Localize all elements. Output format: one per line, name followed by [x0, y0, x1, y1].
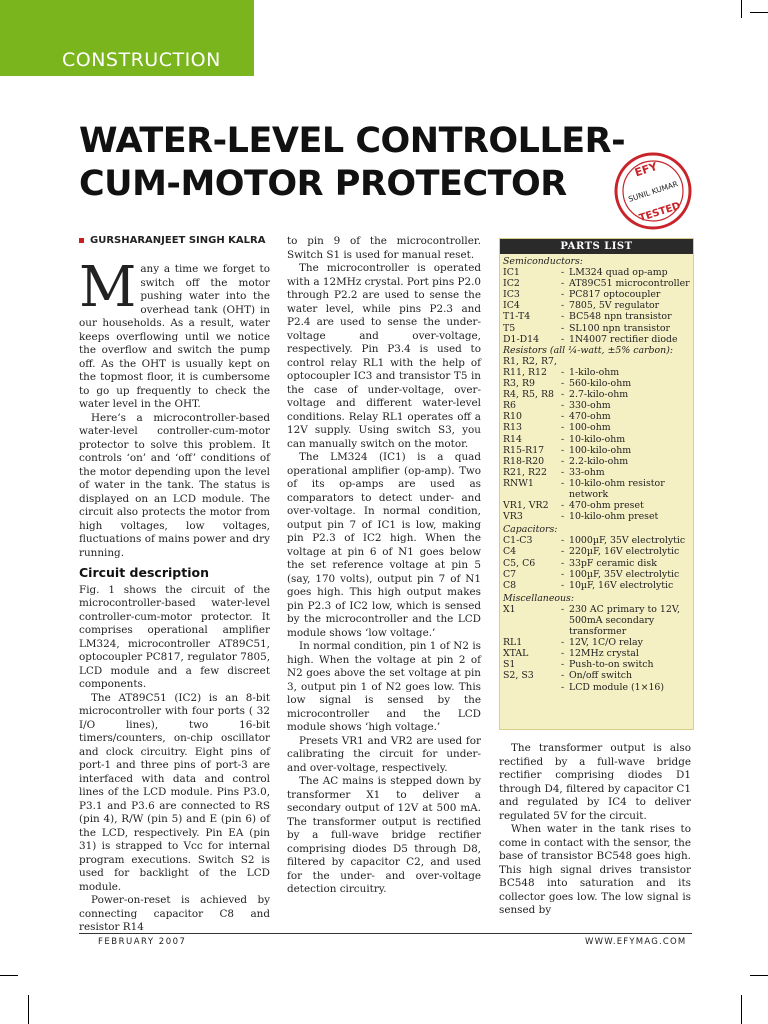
part-value: 33pF ceramic disk: [569, 557, 657, 569]
parts-category: Resistors (all ¼-watt, ±5% carbon):: [503, 344, 674, 356]
part-value: 10µF, 16V electrolytic: [569, 579, 674, 591]
part-value: 7805, 5V regulator: [569, 300, 660, 312]
part-code: R3, R9: [503, 378, 536, 390]
part-dash: -: [561, 557, 565, 569]
parts-row: [503, 311, 690, 322]
part-dash: -: [561, 289, 565, 301]
paragraph: The AT89C51 (IC2) is an 8-bit microcontroller with four ports ( 32 I/O lines), two 16-bit timers/counters, on-chip oscillator and clock circuitry. Eight pins of port-1 and three pins of port-3 are interfaced with data and control lines of the LCD module. Pins P3.0, P3.1 and P3.6 are connected to RS (pin 4), R/W (pin 5) and E (pin 6) of the LCD, respectively. Pin EA (pin 31) is strapped to Vcc for internal program executions. Switch S2 is used for backlight of the LCD module.: [79, 691, 270, 893]
parts-row: [503, 659, 690, 670]
part-code: R21, R22: [503, 466, 547, 478]
part-dash: -: [561, 389, 565, 401]
parts-row: [503, 267, 690, 278]
part-code: R14: [503, 433, 522, 445]
intro-paragraph: Many a time we forget to switch off the motor pushing water into the overhead tank (OHT) in our households. As a result, water keeps overflowing until we notice the overflow and switch the pump off. As the OHT is usually kept on the topmost floor, it is cumbersome to go up frequently to check the water level in the OHT.: [79, 255, 270, 410]
part-code: X1: [503, 603, 516, 615]
parts-row: [503, 670, 690, 681]
part-dash: -: [561, 659, 565, 671]
part-dash: -: [561, 267, 565, 279]
part-dash: -: [561, 535, 565, 547]
part-code: RNW1: [503, 477, 534, 489]
crop-mark: [741, 995, 742, 1024]
parts-row: [503, 535, 690, 546]
paragraph: The transformer output is also rectified by a full-wave bridge rectifier comprising diodes D1 through D4, filtered by capacitor C1 and regulated by IC4 to deliver regulated 5V for the circuit.: [499, 742, 691, 822]
part-value: 470-ohm: [569, 411, 611, 423]
crop-mark: [28, 995, 29, 1024]
part-dash: -: [561, 278, 565, 290]
parts-row: [503, 289, 690, 300]
part-dash: -: [561, 300, 565, 312]
parts-category: Miscellaneous:: [503, 592, 575, 604]
part-value: 230 AC primary to 12V, 500mA secondary transformer: [569, 603, 680, 638]
subheading: Circuit description: [79, 565, 209, 580]
part-dash: -: [561, 322, 565, 334]
parts-row: [503, 648, 690, 659]
part-dash: -: [561, 333, 565, 345]
parts-row: [503, 300, 690, 311]
part-value: 12MHz crystal: [569, 648, 639, 660]
part-code: IC2: [503, 278, 520, 290]
part-code: R15-R17: [503, 444, 545, 456]
part-dash: -: [561, 546, 565, 558]
crop-mark: [750, 12, 768, 13]
part-dash: -: [561, 500, 565, 512]
article-title: [79, 120, 625, 206]
part-dash: -: [561, 648, 565, 660]
part-code: R11, R12: [503, 366, 547, 378]
part-code: [503, 682, 561, 693]
parts-row: [503, 478, 690, 500]
parts-row: [503, 511, 690, 522]
crop-mark: [0, 975, 18, 976]
part-value: BC548 npn transistor: [569, 311, 672, 323]
part-code: IC4: [503, 300, 520, 312]
part-code: R18-R20: [503, 455, 545, 467]
footer-url: WWW.EFYMAG.COM: [585, 937, 687, 947]
part-dash: -: [561, 378, 565, 390]
parts-list-box: [499, 238, 694, 730]
paragraph: The microcontroller is operated with a 12MHz crystal. Port pins P2.0 through P2.2 are used to sense the water level, while pins P2.3 and P2.4 are used to sense the under-voltage and over-voltage, respectively. Pin P3.4 is used to control relay RL1 with the help of optocoupler IC3 and transistor T5 in the case of under-voltage, over-voltage and different water-level conditions. Relay RL1 operates off a 12V supply. Using switch S3, you can manually switch on the motor.: [287, 262, 481, 450]
part-value: 100-ohm: [569, 422, 611, 434]
part-code: C4: [503, 546, 517, 558]
author-byline: [79, 235, 265, 246]
part-code: VR3: [503, 511, 523, 523]
footer-date: FEBRUARY 2007: [98, 937, 187, 947]
part-value: 1N4007 rectifier diode: [569, 333, 678, 345]
parts-row: [503, 580, 690, 591]
parts-list-heading: PARTS LIST: [500, 239, 693, 254]
efy-tested-stamp: [612, 150, 694, 232]
parts-row: [503, 434, 690, 445]
part-dash: -: [561, 579, 565, 591]
part-code: C5, C6: [503, 557, 536, 569]
parts-category: Semiconductors:: [503, 256, 583, 267]
part-dash: -: [561, 511, 565, 523]
paragraph: The LM324 (IC1) is a quad operational amplifier (op-amp). Two of its op-amps are used as comparators to detect under- and over-voltage. In normal condition, output pin 7 of IC1 is low, making pin P2.3 of IC2 high. When the voltage at pin 6 of N1 goes below the set reference voltage at pin 5 (say, 170 volts), output pin 7 of N1 goes high. This high output makes pin P2.3 of IC2 low, which is sensed by the microcontroller and the LCD module shows ‘low voltage.’: [287, 451, 481, 639]
parts-row: [503, 637, 690, 648]
paragraph: to pin 9 of the microcontroller. Switch S1 is used for manual reset.: [287, 235, 481, 261]
part-dash: -: [561, 411, 565, 423]
title-line-1: WATER-LEVEL CONTROLLER-: [79, 121, 626, 161]
drop-cap: M: [79, 255, 137, 320]
part-code: IC3: [503, 289, 520, 301]
part-value: 2.2-kilo-ohm: [569, 455, 629, 467]
parts-row: [503, 500, 690, 511]
paragraph: In normal condition, pin 1 of N2 is high. When the voltage at pin 2 of N2 goes above the set voltage at pin 3, output pin 1 of N2 goes low. This low signal is sensed by the microcontroller and the LCD module shows ‘high voltage.’: [287, 640, 481, 733]
paragraph: Fig. 1 shows the circuit of the microcontroller-based water-level controller-cum-motor protector. It comprises operational amplifier LM324, microcontroller AT89C51, optocoupler PC817, regulator 7805, LCD module and a few discreet components.: [79, 583, 270, 690]
part-dash: -: [561, 477, 565, 489]
parts-row: [503, 682, 690, 693]
part-value: AT89C51 microcontroller: [569, 278, 690, 290]
paragraph: The AC mains is stepped down by transformer X1 to deliver a secondary output of 12V at 500 mA. The transformer output is rectified by a full-wave bridge rectifier comprising diodes D5 through D8, filtered by capacitor C2, and used for the under- and over-voltage detection circuitry.: [287, 775, 481, 895]
part-dash: -: [561, 466, 565, 478]
parts-row: [503, 456, 690, 467]
part-dash: -: [561, 311, 565, 323]
parts-row: [503, 400, 690, 411]
part-code: VR1, VR2: [503, 500, 549, 512]
part-dash: -: [561, 603, 565, 615]
parts-row-prefix: R1, R2, R7,: [503, 355, 557, 367]
part-value: 10-kilo-ohm: [569, 433, 626, 445]
part-value: 33-ohm: [569, 466, 605, 478]
part-dash: -: [561, 455, 565, 467]
part-value: LCD module (1×16): [569, 681, 665, 693]
parts-row: [503, 445, 690, 456]
part-code: T5: [503, 322, 516, 334]
part-value: On/off switch: [569, 670, 633, 682]
part-code: S2, S3: [503, 670, 534, 682]
paragraph: Power-on-reset is achieved by connecting capacitor C8 and resistor R14: [79, 894, 270, 933]
column-2: [287, 235, 481, 897]
parts-row: [503, 278, 690, 289]
parts-category: Capacitors:: [503, 524, 558, 536]
part-dash: -: [561, 444, 565, 456]
part-code: T1-T4: [503, 311, 531, 323]
part-code: R6: [503, 400, 517, 412]
part-code: R4, R5, R8: [503, 389, 554, 401]
stamp-name: SUNIL KUMAR: [627, 179, 680, 204]
parts-row: [503, 367, 690, 378]
part-value: Push-to-on switch: [569, 659, 654, 671]
paragraph: When water in the tank rises to come in contact with the sensor, the base of transistor BC548 goes high. This high signal drives transistor BC548 into saturation and its collector goes low. The low signal is sensed by: [499, 823, 691, 916]
part-dash: -: [561, 568, 565, 580]
part-value: 220µF, 16V electrolytic: [569, 546, 680, 558]
part-dash: -: [561, 366, 565, 378]
parts-row: [503, 378, 690, 389]
parts-row: [503, 604, 690, 637]
part-value: 12V, 1C/O relay: [569, 637, 643, 649]
part-dash: -: [561, 400, 565, 412]
part-value: 2.7-kilo-ohm: [569, 389, 629, 401]
parts-row: [503, 334, 690, 345]
parts-row: [503, 411, 690, 422]
crop-mark: [750, 975, 768, 976]
part-code: XTAL: [503, 648, 529, 660]
paragraph: Presets VR1 and VR2 are used for calibrating the circuit for under- and over-voltage, respectively.: [287, 734, 481, 774]
column-1: [79, 255, 270, 935]
section-label: CONSTRUCTION: [62, 49, 221, 71]
part-code: RL1: [503, 637, 523, 649]
part-dash: -: [561, 681, 565, 693]
parts-row: [503, 558, 690, 569]
part-value: PC817 optocoupler: [569, 289, 661, 301]
column-3: [499, 742, 691, 918]
part-code: C1-C3: [503, 535, 533, 547]
part-value: 470-ohm preset: [569, 500, 644, 512]
part-dash: -: [561, 637, 565, 649]
stamp-bottom: TESTED: [637, 200, 683, 225]
footer-rule: [79, 933, 692, 934]
part-code: C7: [503, 568, 517, 580]
part-dash: -: [561, 670, 565, 682]
parts-row: [503, 546, 690, 557]
parts-list-body: [500, 254, 693, 693]
parts-row: [503, 422, 690, 433]
part-value: 10-kilo-ohm resistor network: [569, 477, 665, 500]
section-tag: [0, 0, 254, 76]
part-code: S1: [503, 659, 516, 671]
part-code: R10: [503, 411, 522, 423]
part-value: 1000µF, 35V electrolytic: [569, 535, 686, 547]
crop-mark: [741, 0, 742, 18]
part-dash: -: [561, 433, 565, 445]
parts-row: [503, 569, 690, 580]
part-value: 330-ohm: [569, 400, 611, 412]
part-dash: -: [561, 422, 565, 434]
parts-row: [503, 323, 690, 334]
stamp-top: EFY: [633, 159, 659, 180]
parts-row: [503, 467, 690, 478]
bullet-square-icon: [79, 238, 84, 243]
part-code: IC1: [503, 267, 520, 279]
part-code: R13: [503, 422, 522, 434]
paragraph: Here’s a microcontroller-based water-level controller-cum-motor protector to solve this problem. It controls ‘on’ and ‘off’ conditions of the motor depending upon the level of water in the tank. The status is displayed on an LCD module. The circuit also protects the motor from high voltages, low voltages, fluctuations of mains power and dry running.: [79, 411, 270, 559]
part-value: 1-kilo-ohm: [569, 366, 620, 378]
part-value: 100-kilo-ohm: [569, 444, 632, 456]
part-code: C8: [503, 579, 517, 591]
title-line-2: CUM-MOTOR PROTECTOR: [79, 164, 567, 204]
part-value: 560-kilo-ohm: [569, 378, 632, 390]
part-value: 100µF, 35V electrolytic: [569, 568, 680, 580]
part-value: SL100 npn transistor: [569, 322, 670, 334]
part-value: LM324 quad op-amp: [569, 267, 668, 279]
parts-row: [503, 389, 690, 400]
part-code: D1-D14: [503, 333, 540, 345]
part-value: 10-kilo-ohm preset: [569, 511, 659, 523]
author-name: GURSHARANJEET SINGH KALRA: [90, 235, 266, 246]
